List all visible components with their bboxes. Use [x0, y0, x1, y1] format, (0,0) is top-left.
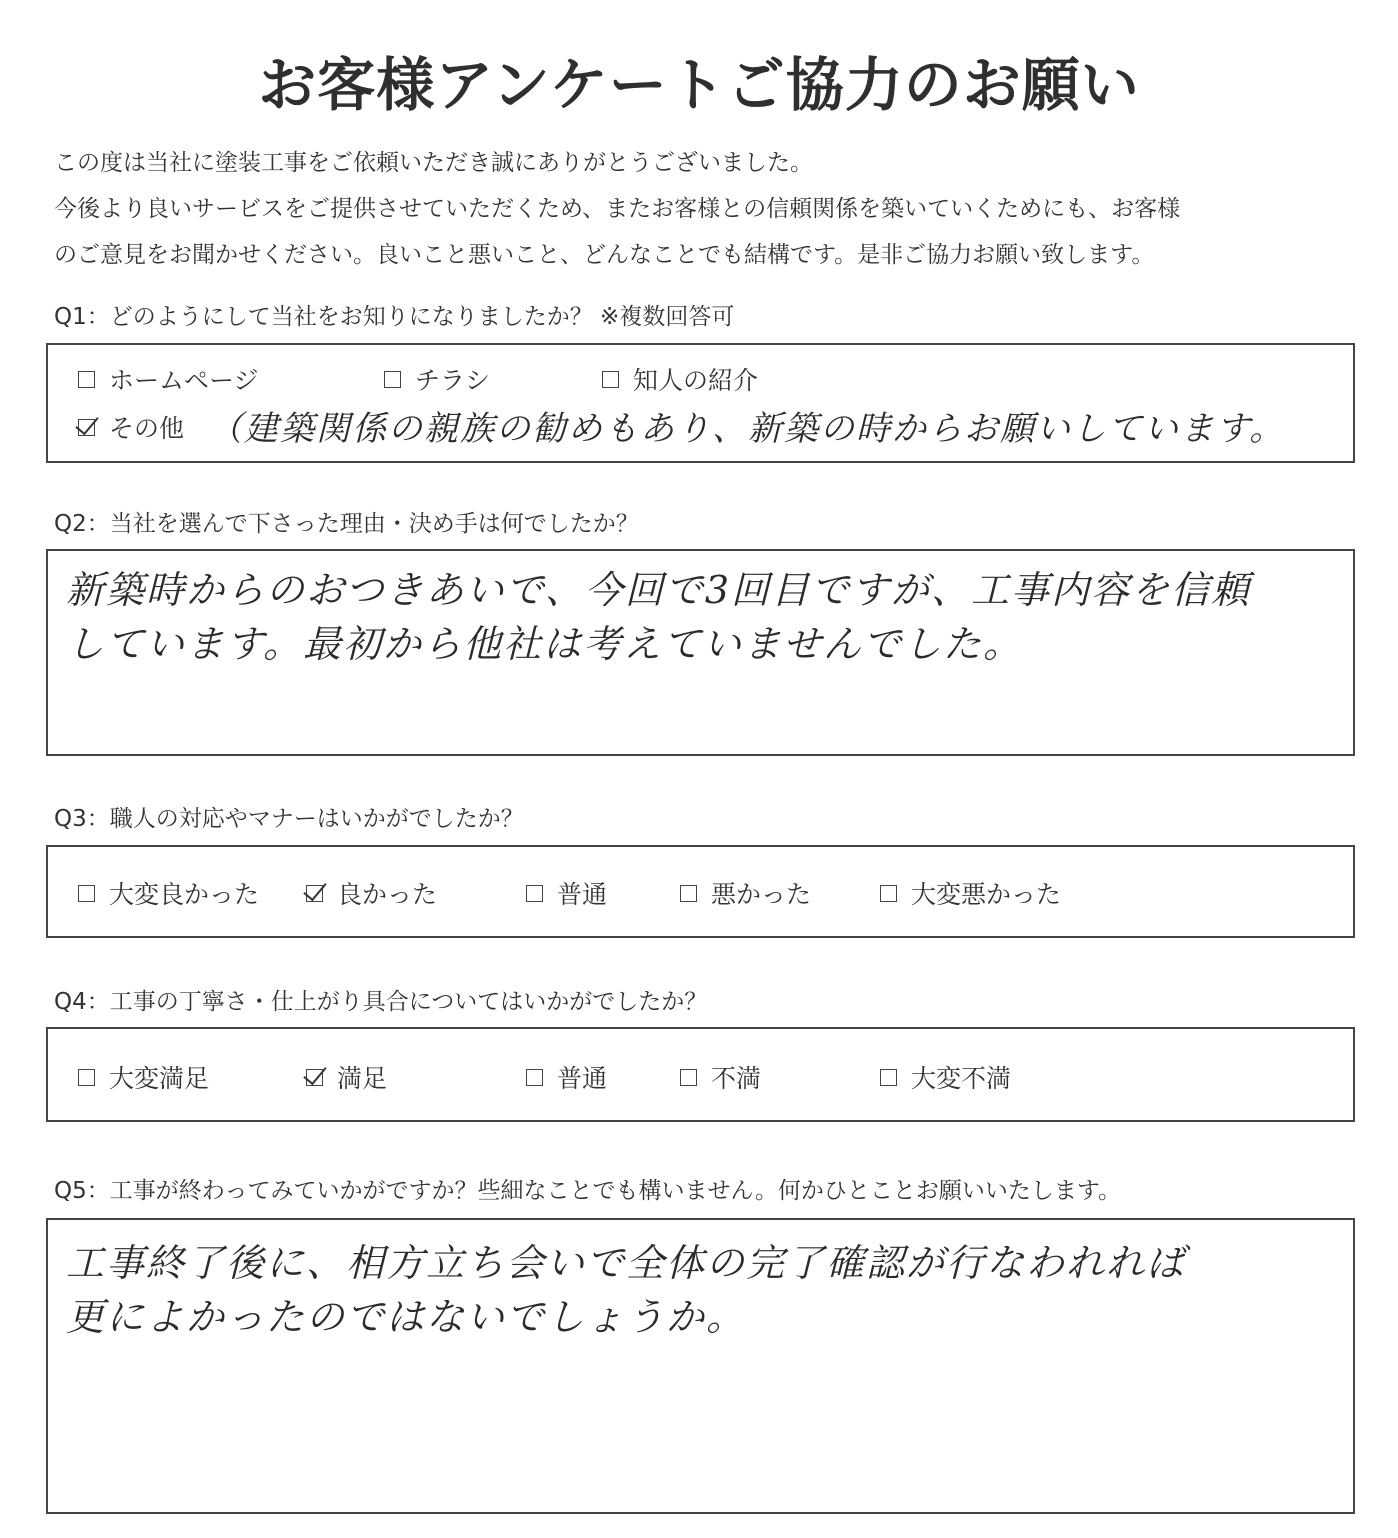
checkbox-icon[interactable] [880, 1069, 897, 1086]
q1-option-label: 知人の紹介 [633, 366, 759, 395]
checkbox-icon[interactable] [680, 1069, 697, 1086]
q4-answer-box [46, 1027, 1355, 1122]
intro-line-1: この度は当社に塗装工事をご依頼いただき誠にありがとうございました。 [54, 150, 813, 176]
q2-handwritten-line-2: しています。最初から他社は考えていませんでした。 [66, 622, 1023, 666]
q1-option-referral[interactable] [602, 361, 758, 397]
q1-option-label: ホームページ [109, 366, 259, 395]
checkbox-icon[interactable] [602, 371, 619, 388]
q4-option-label: 不満 [711, 1064, 762, 1093]
q3-label: Q3：職人の対応やマナーはいかがでしたか？ [54, 806, 524, 832]
intro-text [54, 140, 1364, 278]
q3-option-label: 普通 [557, 880, 608, 909]
q3-option-label: 大変悪かった [911, 880, 1062, 909]
intro-line-3: のご意見をお聞かせください。良いこと悪いこと、どんなことでも結構です。是非ご協力お願い致します。 [54, 242, 1155, 268]
checkbox-icon[interactable] [526, 1069, 543, 1086]
q3-answer-box [46, 845, 1355, 938]
q4-option-label: 大変満足 [109, 1064, 210, 1093]
checkbox-icon[interactable] [680, 885, 697, 902]
q1-option-other[interactable] [78, 409, 184, 445]
q5-label: Q5：工事が終わってみていかがですか？些細なことでも構いません。何かひとことお願いいたします。 [54, 1178, 1122, 1204]
q3-option-very-good[interactable] [78, 875, 259, 911]
q4-option-label: 満足 [337, 1064, 388, 1093]
q1-label: Q1：どのようにして当社をお知りになりましたか？ ※複数回答可 [54, 304, 735, 330]
q1-option-label: その他 [109, 414, 185, 443]
q4-option-label: 大変不満 [911, 1064, 1012, 1093]
q4-option-very-dissatisfied[interactable] [880, 1059, 1011, 1095]
checkbox-icon[interactable] [880, 885, 897, 902]
q4-option-normal[interactable] [526, 1059, 607, 1095]
q1-option-label: チラシ [415, 366, 491, 395]
q4-label: Q4：工事の丁寧さ・仕上がり具合についてはいかがでしたか？ [54, 989, 708, 1015]
q3-option-label: 大変良かった [109, 880, 260, 909]
q5-answer-box[interactable] [46, 1218, 1355, 1514]
q3-option-bad[interactable] [680, 875, 811, 911]
q3-option-label: 悪かった [711, 880, 812, 909]
q1-option-homepage[interactable] [78, 361, 259, 397]
checked-checkbox-icon[interactable] [306, 885, 323, 902]
q5-handwritten-line-2: 更によかったのではないでしょうか。 [66, 1295, 747, 1339]
q2-handwritten-line-1: 新築時からのおつきあいで、今回で3回目ですが、工事内容を信頼 [66, 568, 1252, 612]
q3-option-label: 良かった [337, 880, 438, 909]
checkbox-icon[interactable] [526, 885, 543, 902]
q4-option-satisfied[interactable] [306, 1059, 387, 1095]
checkbox-icon[interactable] [78, 885, 95, 902]
q4-option-very-satisfied[interactable] [78, 1059, 209, 1095]
q3-option-very-bad[interactable] [880, 875, 1061, 911]
checked-checkbox-icon[interactable] [78, 419, 95, 436]
q5-handwritten-line-1: 工事終了後に、相方立ち会いで全体の完了確認が行なわれれば [66, 1241, 1187, 1285]
checked-checkbox-icon[interactable] [306, 1069, 323, 1086]
checkbox-icon[interactable] [78, 371, 95, 388]
q1-option-flyer[interactable] [384, 361, 490, 397]
q3-option-good[interactable] [306, 875, 437, 911]
checkbox-icon[interactable] [384, 371, 401, 388]
q1-other-handwritten-answer[interactable]: （建築関係の親族の勧めもあり、新築の時からお願いしています。 [208, 409, 1286, 449]
q2-answer-box[interactable] [46, 549, 1355, 756]
survey-title: お客様アンケートご協力のお願い [258, 51, 1140, 119]
q3-option-normal[interactable] [526, 875, 607, 911]
q1-answer-box [46, 343, 1355, 463]
q2-label: Q2：当社を選んで下さった理由・決め手は何でしたか？ [54, 511, 639, 537]
q4-option-label: 普通 [557, 1064, 608, 1093]
checkbox-icon[interactable] [78, 1069, 95, 1086]
q4-option-dissatisfied[interactable] [680, 1059, 761, 1095]
intro-line-2: 今後より良いサービスをご提供させていただくため、またお客様との信頼関係を築いていくためにも、お客様 [54, 196, 1181, 222]
